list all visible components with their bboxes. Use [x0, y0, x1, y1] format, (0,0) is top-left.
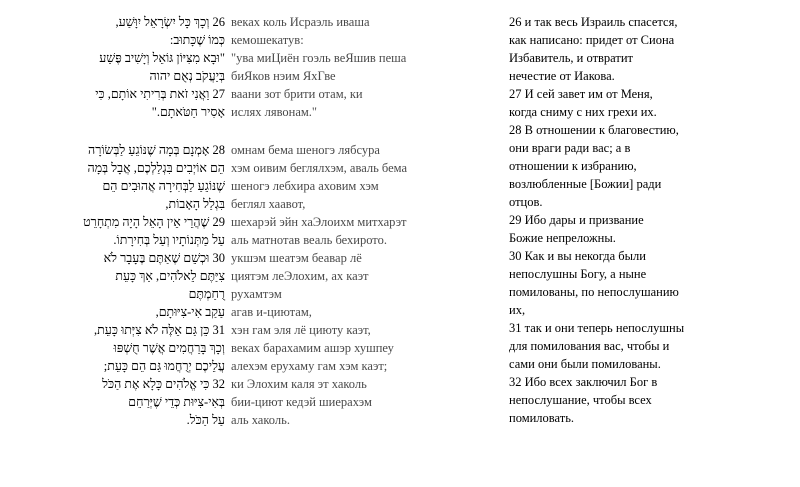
russian-line: как написано: придет от Сиона	[509, 33, 675, 47]
russian-column	[509, 13, 749, 427]
russian-line: 29 Ибо дары и призвание	[509, 213, 644, 227]
transliteration-line: шехарэй эйн хаЭлоихм митхарэт	[231, 215, 407, 229]
transliteration-line: омнам бема шеногэ лябсура	[231, 143, 380, 157]
transliteration-line: аль хаколь.	[231, 413, 290, 427]
hebrew-line: עַקַב אִי-צִיּוּתָם,	[155, 305, 225, 319]
hebrew-line	[60, 121, 225, 141]
hebrew-line: 32 כִּי אֱלֹהִים כָּלָא אֶת הַכֹּל	[102, 377, 225, 391]
russian-line: для помилования вас, чтобы и	[509, 339, 670, 353]
hebrew-line: 31 כֵּן גַּם אֵלֶּה לֹא צִיְּתוּ כָּעֵת,	[94, 323, 225, 337]
russian-line: их,	[509, 303, 526, 317]
transliteration-column	[231, 13, 471, 429]
hebrew-line: 30 וּכְשֵׁם שֶׁאַתֶּם בֶּעָבָר לֹא	[103, 251, 225, 265]
russian-line: 27 И сей завет им от Меня,	[509, 87, 653, 101]
transliteration-line: биЯков нэим ЯхГве	[231, 69, 336, 83]
russian-line: 28 В отношении к благовестию,	[509, 123, 679, 137]
hebrew-line: בְּיַעֲקֹב נְאֻם יהוה	[149, 69, 225, 83]
transliteration-line: бии-циют кедэй шиерахэм	[231, 395, 372, 409]
russian-line: отношении к избранию,	[509, 159, 637, 173]
russian-line: 26 и так весь Израиль спасется,	[509, 15, 678, 29]
hebrew-line: 27 וַאֲנִי זֹאת בְּרִיתִי אוֹתָם, כִּי	[95, 87, 225, 101]
transliteration-line	[231, 121, 471, 141]
transliteration-line: алехэм ерухаму гам хэм каэт;	[231, 359, 388, 373]
hebrew-line: 29 שֶׁהֲרֵי אֵין הָאֵל הָיָה מִתְחָרֵט	[83, 215, 225, 229]
hebrew-line: רֻחַמְתֶּם	[188, 287, 225, 301]
russian-line: нечестие от Иакова.	[509, 69, 615, 83]
hebrew-line: עַל מַתְּנוֹתָיו וְעַל בְּחִירָתוֹ.	[113, 233, 225, 247]
transliteration-line: шеногэ лебхира аховим хэм	[231, 179, 379, 193]
russian-line: 31 так и они теперь непослушны	[509, 321, 685, 335]
transliteration-line: рухамтэм	[231, 287, 282, 301]
transliteration-line: хэн гам эля лё циюту каэт,	[231, 323, 371, 337]
russian-line: отцов.	[509, 195, 543, 209]
hebrew-line: הֵם אוֹיְבִים בִּגְלַלְכֶם, אֲבָל בְּמָה	[87, 161, 225, 175]
transliteration-line: ислях лявонам."	[231, 105, 318, 119]
hebrew-line: בִּגְלַל הָאָבוֹת,	[165, 197, 225, 211]
hebrew-line: עֲלֵיכֶם יְרֻחֲמוּ גַּם הֵם כָּעֵת;	[103, 359, 225, 373]
transliteration-line: ки Элохим каля эт хаколь	[231, 377, 367, 391]
hebrew-line: שֶׁנּוֹגֵעַ לַבְּחִירָה אֲהוּבִים הֵם	[102, 179, 225, 193]
russian-line: когда сниму с них грехи их.	[509, 105, 657, 119]
transliteration-line: циятэм леЭлохим, ах каэт	[231, 269, 369, 283]
russian-line: Избавитель, и отвратит	[509, 51, 634, 65]
hebrew-column	[60, 13, 225, 429]
russian-line: помилованы, по непослушанию	[509, 285, 679, 299]
transliteration-line: веках барахамим ашэр хушпеу	[231, 341, 394, 355]
transliteration-line: хэм оивим беглялхэм, аваль бема	[231, 161, 408, 175]
transliteration-line: "ува миЦиён гоэль веЯшив пеша	[231, 51, 407, 65]
hebrew-line: בְּאִי-צִיּוּת כְּדֵי שֶׁיְּרַחֵם	[128, 395, 225, 409]
russian-line: помиловать.	[509, 411, 575, 425]
hebrew-line: 28 אָמְנָם בְּמָה שֶׁנּוֹגֵעַ לַבְּשׂוֹרָה	[88, 143, 225, 157]
russian-line: непослушание, чтобы всех	[509, 393, 652, 407]
transliteration-line: укшэм шеатэм беавар лё	[231, 251, 362, 265]
russian-line: Божие непреложны.	[509, 231, 616, 245]
hebrew-line: "וּבָא מִצִּיּוֹן גּוֹאֵל וְיָשִׁיב פֶּשַׁע	[99, 51, 225, 65]
transliteration-line: аль матнотав веаль бехирото.	[231, 233, 387, 247]
russian-line: сами они были помилованы.	[509, 357, 661, 371]
hebrew-line: עַל הַכֹּל.	[186, 413, 225, 427]
hebrew-line: צִיַּתֶּם לֵאלֹהִים, אַךְ כָּעֵת	[115, 269, 225, 283]
hebrew-line: וְכָךְ בָּרַחֲמִים אֲשֶׁר חֻשְׁפּוּ	[113, 341, 225, 355]
russian-line: непослушны Богу, а ныне	[509, 267, 647, 281]
transliteration-line: кемошекатув:	[231, 33, 304, 47]
russian-line: они враги ради вас; а в	[509, 141, 631, 155]
transliteration-line: веках коль Исраэль иваша	[231, 15, 370, 29]
russian-line: возлюбленные [Божии] ради	[509, 177, 662, 191]
transliteration-line: агав и-циютам,	[231, 305, 312, 319]
hebrew-line: כְּמוֹ שֶׁכָּתוּב:	[169, 33, 225, 47]
hebrew-line: אָסִיר חַטֹּאתָם."	[151, 105, 225, 119]
russian-line: 30 Как и вы некогда были	[509, 249, 646, 263]
hebrew-line: 26 וְכָךְ כָּל יִשְׂרָאֵל יִוָּשַׁע,	[115, 15, 225, 29]
russian-line: 32 Ибо всех заключил Бог в	[509, 375, 658, 389]
transliteration-line: ваани зот брити отам, ки	[231, 87, 363, 101]
transliteration-line: беглял хаавот,	[231, 197, 306, 211]
